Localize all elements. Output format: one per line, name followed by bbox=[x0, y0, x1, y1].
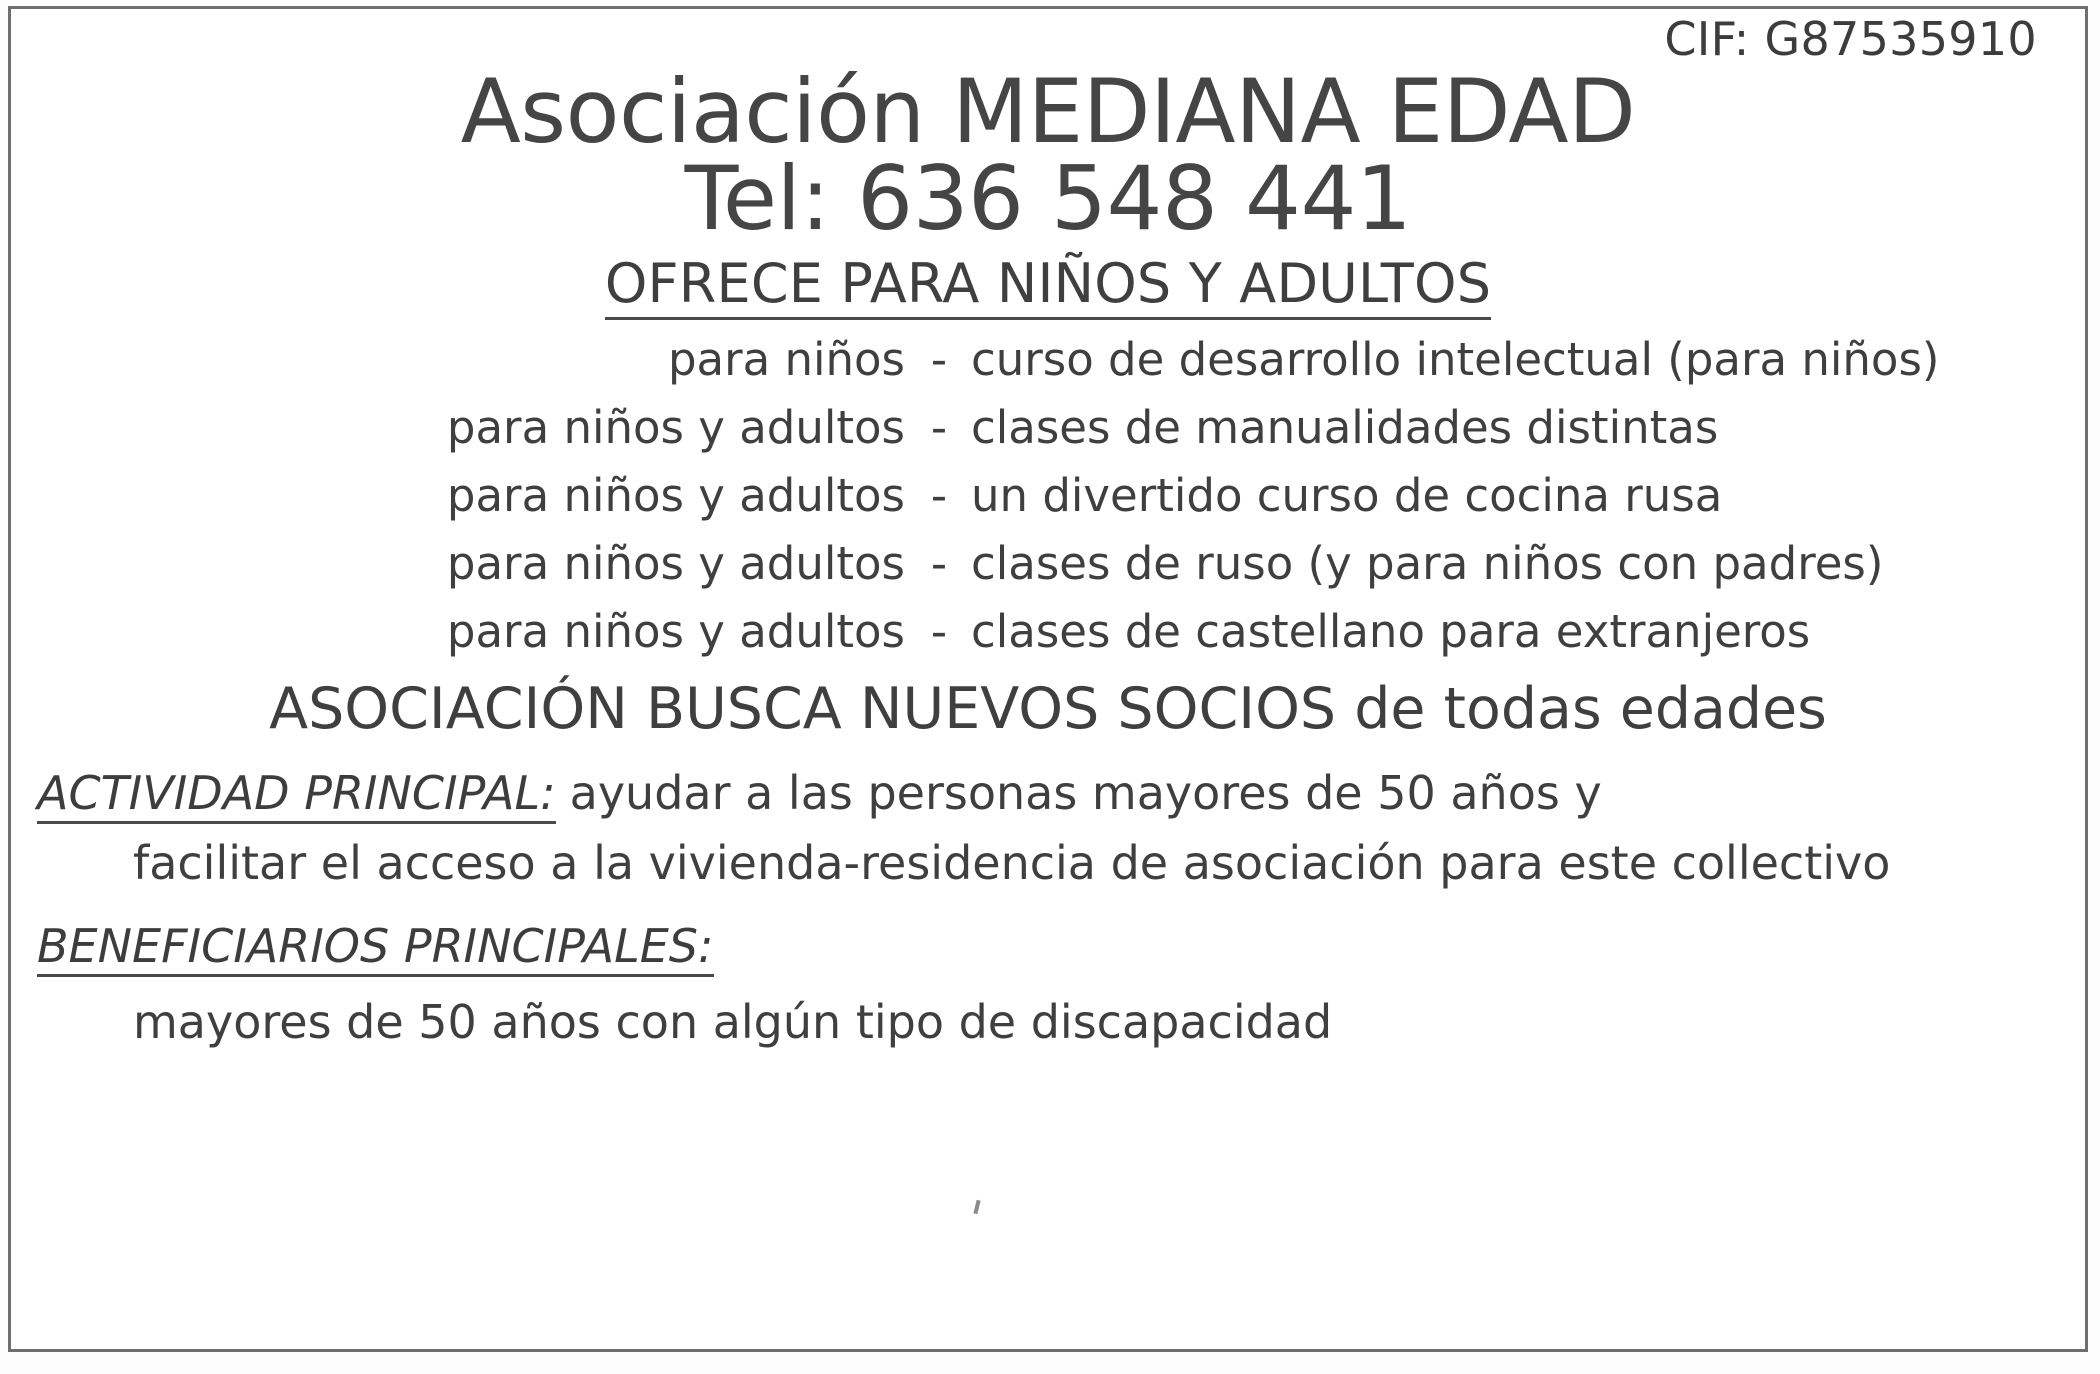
main-activity-line2: facilitar el acceso a la vivienda-residencia de asociación para este collectivo bbox=[133, 835, 1891, 890]
offer-audience: para niños y adultos bbox=[446, 469, 905, 523]
beneficiaries-line1: mayores de 50 años con algún tipo de discapacidad bbox=[133, 995, 1333, 1050]
offer-dash: - bbox=[930, 605, 948, 659]
offer-dash: - bbox=[930, 469, 948, 523]
offer-description: clases de ruso (y para niños con padres) bbox=[971, 537, 1884, 591]
offers-list bbox=[37, 333, 2059, 659]
main-activity-block bbox=[37, 766, 2059, 890]
offers-heading bbox=[37, 252, 2059, 315]
offer-audience: para niños bbox=[667, 333, 905, 387]
list-item bbox=[37, 401, 2059, 455]
list-item bbox=[37, 469, 2059, 523]
offer-description: clases de castellano para extranjeros bbox=[971, 605, 1811, 659]
offer-description: curso de desarrollo intelectual (para niños) bbox=[971, 333, 1940, 387]
offer-audience: para niños y adultos bbox=[446, 537, 905, 591]
list-item bbox=[37, 537, 2059, 591]
offers-heading-text: OFRECE PARA NIÑOS Y ADULTOS bbox=[605, 252, 1491, 320]
offer-dash: - bbox=[930, 333, 948, 387]
offer-dash: - bbox=[930, 401, 948, 455]
list-item bbox=[37, 605, 2059, 659]
offer-audience: para niños y adultos bbox=[446, 401, 905, 455]
list-item bbox=[37, 333, 2059, 387]
offer-audience: para niños y adultos bbox=[446, 605, 905, 659]
cif-row bbox=[37, 12, 2059, 66]
main-activity-line1: ayudar a las personas mayores de 50 años y bbox=[569, 765, 1602, 820]
offer-dash: - bbox=[930, 537, 948, 591]
offer-description: clases de manualidades distintas bbox=[971, 401, 1719, 455]
flyer-content bbox=[11, 9, 2085, 1349]
beneficiaries-label: BENEFICIARIOS PRINCIPALES: bbox=[37, 919, 714, 977]
main-activity-label: ACTIVIDAD PRINCIPAL: bbox=[37, 766, 556, 824]
beneficiaries-block bbox=[37, 919, 2059, 1049]
offer-description: un divertido curso de cocina rusa bbox=[971, 469, 1723, 523]
phone-number: Tel: 636 548 441 bbox=[684, 146, 1412, 250]
seeking-members-line: ASOCIACIÓN BUSCA NUEVOS SOCIOS de todas edades bbox=[269, 676, 1827, 743]
page-border bbox=[8, 6, 2088, 1352]
cif-number: CIF: G87535910 bbox=[1664, 12, 2037, 66]
organization-name: Asociación MEDIANA EDAD bbox=[460, 60, 1636, 164]
